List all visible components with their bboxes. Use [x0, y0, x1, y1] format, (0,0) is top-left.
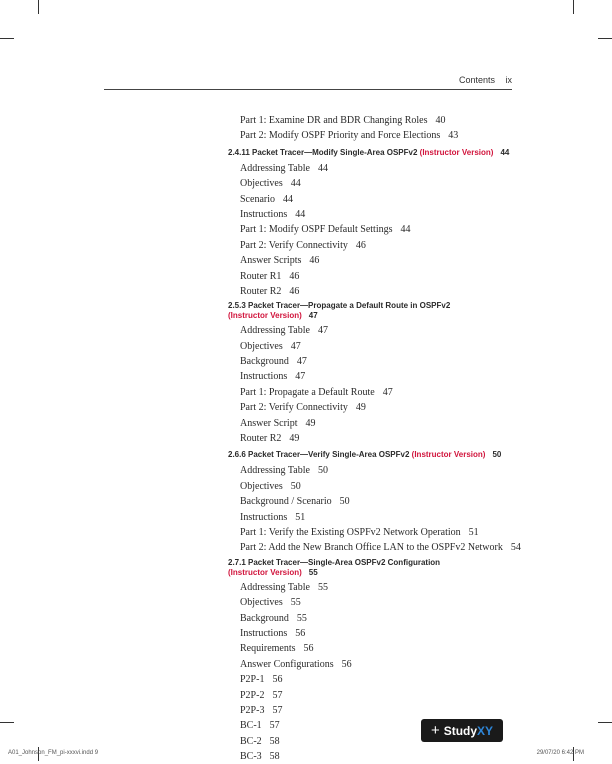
- toc-entry[interactable]: [228, 657, 548, 672]
- toc-entry[interactable]: [228, 385, 548, 400]
- toc-entry-title: Part 1: Modify OSPF Default Settings: [240, 224, 393, 236]
- toc-entry-title: Router R2: [240, 433, 282, 445]
- toc-entry-page: 54: [510, 542, 521, 554]
- toc-entry[interactable]: [228, 525, 548, 540]
- header-rule: [104, 89, 512, 90]
- running-header: [104, 75, 512, 85]
- toc-entry-title: Part 1: Verify the Existing OSPFv2 Network Operation: [240, 526, 461, 538]
- toc-entry-page: 47: [317, 325, 328, 337]
- header-title: Contents: [458, 75, 495, 85]
- toc-entry-title: Addressing Table: [240, 162, 310, 174]
- section-title: 2.4.11 Packet Tracer—Modify Single-Area OSPFv2: [228, 147, 418, 157]
- toc-entry-page: 50: [290, 480, 301, 492]
- toc-entry-page: 40: [435, 115, 446, 126]
- toc-entry-page: 50: [317, 465, 328, 477]
- toc-entry[interactable]: [228, 494, 548, 509]
- toc-entry[interactable]: [228, 176, 548, 191]
- toc-entry-page: 51: [295, 511, 306, 523]
- toc-entry-title: Answer Configurations: [240, 658, 334, 670]
- toc-entry-page: 55: [317, 581, 328, 593]
- crop-mark: [598, 722, 612, 723]
- toc-entry-title: BC-1: [240, 720, 262, 732]
- toc-entry-title: Answer Script: [240, 417, 298, 429]
- toc-entry-page: 44: [317, 162, 328, 174]
- toc-entry-page: 56: [272, 674, 283, 686]
- toc-entry-title: Router R1: [240, 270, 282, 282]
- toc-entry[interactable]: [228, 416, 548, 431]
- toc-entry[interactable]: [228, 703, 548, 718]
- toc-entry-page: 46: [355, 239, 366, 251]
- toc-entry-title: Part 2: Verify Connectivity: [240, 239, 348, 251]
- toc-section-heading[interactable]: [228, 146, 548, 159]
- toc-entry-page: 57: [272, 689, 283, 701]
- crop-mark: [38, 0, 39, 14]
- toc-entry[interactable]: [228, 207, 548, 222]
- instructor-version-tag: (Instructor Version): [411, 450, 486, 460]
- toc-entry[interactable]: [228, 284, 548, 299]
- toc-entry-title: Instructions: [240, 208, 288, 220]
- section-page: 50: [492, 450, 502, 460]
- toc-entry-page: 47: [295, 371, 306, 383]
- toc-entry-page: 55: [296, 612, 307, 624]
- toc-entry-title: Part 2: Add the New Branch Office LAN to the OSPFv2 Network: [240, 542, 503, 554]
- toc-entry[interactable]: [228, 128, 548, 143]
- instructor-version-tag: (Instructor Version): [419, 147, 494, 157]
- toc-entry-title: Part 2: Modify OSPF Priority and Force Elections: [240, 130, 441, 142]
- section-page: 47: [308, 311, 318, 321]
- toc-entry-title: Objectives: [240, 480, 283, 492]
- crop-mark: [573, 0, 574, 14]
- toc-entry[interactable]: [228, 323, 548, 338]
- toc-entry-title: Background: [240, 356, 289, 368]
- toc-entry[interactable]: [228, 611, 548, 626]
- instructor-version-tag: (Instructor Version): [228, 567, 302, 577]
- header-page-number: ix: [505, 75, 512, 85]
- toc-entry-title: Part 2: Verify Connectivity: [240, 402, 348, 414]
- section-title: 2.7.1 Packet Tracer—Single-Area OSPFv2 Configuration: [228, 557, 441, 567]
- toc-entry-page: 44: [283, 193, 293, 205]
- section-page: 44: [500, 147, 510, 157]
- toc-entry-page: 47: [382, 386, 393, 398]
- toc-entry[interactable]: [228, 369, 548, 384]
- toc-entry[interactable]: [228, 540, 548, 555]
- toc-entry-page: 50: [339, 496, 350, 508]
- toc-entry[interactable]: [228, 113, 548, 128]
- toc-entry[interactable]: [228, 688, 548, 703]
- toc-entry[interactable]: [228, 161, 548, 176]
- toc-entry-title: Instructions: [240, 627, 288, 639]
- watermark-logo: [421, 719, 503, 742]
- toc-entry[interactable]: [228, 641, 548, 656]
- toc-entry-page: 46: [309, 255, 320, 267]
- crop-mark: [598, 38, 612, 39]
- toc-entry[interactable]: [228, 479, 548, 494]
- toc-entry-page: 51: [468, 526, 479, 538]
- toc-entry-page: 55: [290, 597, 301, 609]
- footer-timestamp: 29/07/20 6:42 PM: [536, 750, 584, 756]
- toc-entry-page: 57: [272, 704, 283, 716]
- toc-entry-title: P2P-2: [240, 689, 265, 701]
- toc-entry-title: P2P-1: [240, 674, 265, 686]
- toc-entry-page: 43: [448, 130, 459, 142]
- section-title: 2.5.3 Packet Tracer—Propagate a Default Route in OSPFv2: [228, 301, 451, 311]
- toc-entry-page: 47: [296, 356, 307, 368]
- logo-text-xy: XY: [477, 723, 494, 738]
- toc-entry[interactable]: [228, 400, 548, 415]
- toc-entry-page: 47: [290, 340, 301, 352]
- toc-entry-title: Addressing Table: [240, 581, 310, 593]
- toc-entry[interactable]: [228, 354, 548, 369]
- toc-entry-title: Background: [240, 612, 289, 624]
- toc-entry[interactable]: [228, 222, 548, 237]
- toc-entry[interactable]: [228, 192, 548, 207]
- toc-entry-page: 57: [269, 720, 280, 732]
- toc-entry-page: 56: [295, 627, 306, 639]
- instructor-version-tag: (Instructor Version): [228, 311, 302, 321]
- toc-section-heading[interactable]: [228, 301, 548, 321]
- toc-entry-page: 44: [295, 208, 306, 220]
- toc-entry-title: BC-3: [240, 751, 262, 763]
- toc-entry-title: Instructions: [240, 371, 288, 383]
- toc-entry[interactable]: [228, 463, 548, 478]
- toc-section-heading[interactable]: [228, 558, 548, 578]
- footer-filename: A01_Johnson_FM_pi-xxxvi.indd 9: [8, 750, 99, 756]
- toc-entry-page: 44: [400, 224, 411, 236]
- toc-entry-title: Objectives: [240, 597, 283, 609]
- toc-entry-title: Part 1: Examine DR and BDR Changing Roles: [240, 115, 428, 126]
- toc-entry-title: BC-2: [240, 735, 262, 747]
- toc-entry[interactable]: [228, 253, 548, 268]
- toc-entry-page: 56: [341, 658, 352, 670]
- crop-mark: [0, 38, 14, 39]
- toc-entry-title: Part 1: Propagate a Default Route: [240, 386, 375, 398]
- toc-entry-title: Objectives: [240, 178, 283, 190]
- toc-entry-title: Requirements: [240, 643, 296, 655]
- toc-entry[interactable]: [228, 595, 548, 610]
- toc-section-heading[interactable]: [228, 448, 548, 461]
- section-page: 55: [308, 567, 318, 577]
- section-title: 2.6.6 Packet Tracer—Verify Single-Area OSPFv2: [228, 450, 410, 460]
- toc-entry-title: Background / Scenario: [240, 496, 332, 508]
- toc-entry-title: Addressing Table: [240, 465, 310, 477]
- toc-entry-page: 58: [269, 751, 280, 763]
- toc-entry-page: 46: [289, 285, 300, 297]
- toc-entry[interactable]: [228, 269, 548, 284]
- table-of-contents: [228, 113, 548, 764]
- toc-entry-title: Answer Scripts: [240, 255, 302, 267]
- toc-entry[interactable]: [228, 510, 548, 525]
- plus-icon: +: [430, 722, 440, 739]
- toc-entry-title: Instructions: [240, 511, 288, 523]
- toc-entry[interactable]: [228, 339, 548, 354]
- toc-entry-title: Router R2: [240, 285, 282, 297]
- logo-text-study: Study: [443, 723, 478, 738]
- toc-entry-title: Scenario: [240, 193, 275, 205]
- crop-mark: [0, 722, 14, 723]
- toc-entry-title: Objectives: [240, 340, 283, 352]
- toc-entry-page: 49: [355, 402, 366, 414]
- toc-entry[interactable]: [228, 672, 548, 687]
- toc-entry-title: P2P-3: [240, 704, 265, 716]
- toc-entry[interactable]: [228, 431, 548, 446]
- toc-entry-page: 49: [305, 417, 316, 429]
- toc-entry[interactable]: [228, 749, 548, 764]
- toc-entry-page: 58: [269, 735, 280, 747]
- toc-entry[interactable]: [228, 626, 548, 641]
- toc-entry[interactable]: [228, 580, 548, 595]
- toc-entry-page: 49: [289, 433, 300, 445]
- toc-entry-page: 56: [303, 643, 314, 655]
- toc-entry-page: 46: [289, 270, 300, 282]
- toc-entry[interactable]: [228, 238, 548, 253]
- toc-entry-title: Addressing Table: [240, 325, 310, 337]
- toc-entry-page: 44: [290, 178, 301, 190]
